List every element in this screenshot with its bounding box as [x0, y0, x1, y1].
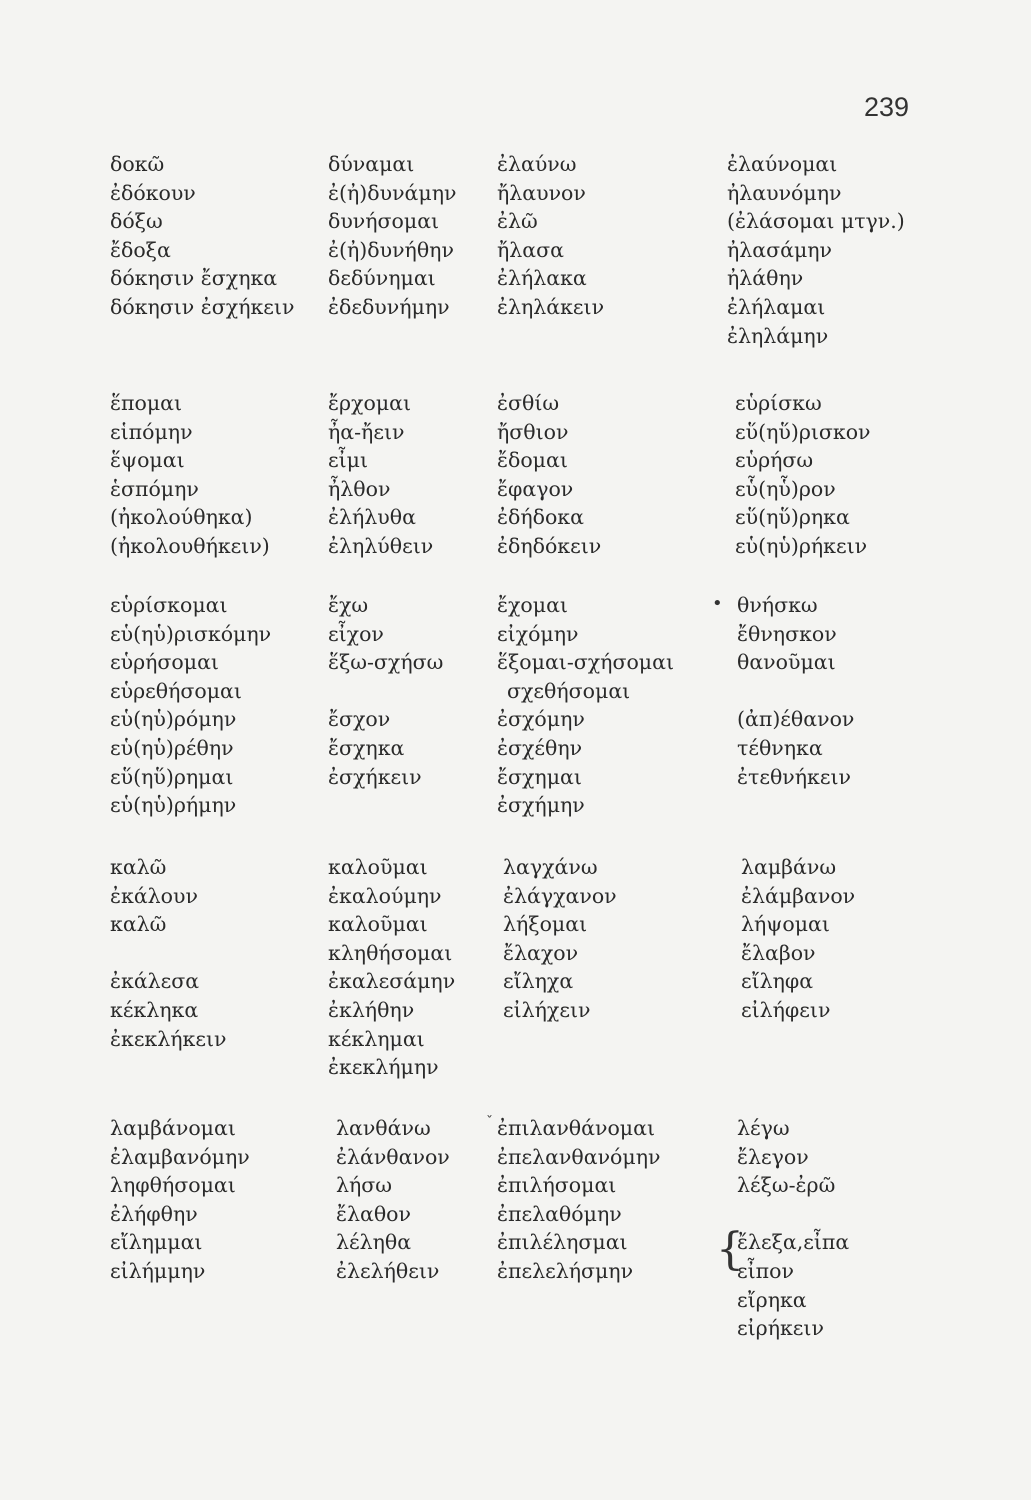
verb-form: εἶπον: [737, 1258, 794, 1283]
verb-form: εἱπόμην: [110, 419, 193, 444]
verb-form: λέξω-ἐρῶ: [737, 1173, 836, 1198]
verb-form: ἔδοξα: [110, 237, 171, 262]
verb-form: ἔρχομαι: [328, 391, 412, 415]
verb-form: ἐλήλακα: [497, 266, 587, 291]
verb-form: ἔλαβον: [741, 940, 816, 965]
verb-form: εἰλήφειν: [741, 997, 831, 1022]
verb-form: ἔλαχον: [503, 940, 579, 965]
verb-form: ἐτεθνήκειν: [737, 764, 851, 789]
verb-form: ἐ(ἠ)δυνάμην: [328, 180, 457, 205]
verb-form: ἐδήδοκα: [497, 505, 584, 530]
verb-form: τέθνηκα: [737, 735, 823, 760]
verb-form: καλῶ: [110, 912, 167, 937]
verb-form: ἐλῶ: [497, 209, 538, 234]
verb-form: ἐσχέθην: [497, 735, 583, 760]
verb-form: εὑρίσκω: [735, 391, 822, 415]
verb-form: εὗ(ηὗ)ρον: [735, 476, 836, 501]
verb-form: ἠλαυνόμην: [727, 180, 842, 205]
verb-form: εὑρήσω: [735, 448, 814, 473]
verb-column: [497, 591, 674, 820]
verb-form: δόκησιν ἔσχηκα: [110, 266, 278, 291]
verb-form: (ἠκολούθηκα): [110, 505, 253, 530]
verb-form: ἔθνησκον: [737, 621, 837, 646]
verb-column: [741, 853, 855, 1025]
verb-form: ἐσθίω: [497, 391, 560, 415]
verb-form: εἰρήκειν: [737, 1316, 824, 1341]
verb-form: (ἀπ)έθανον: [737, 707, 855, 732]
verb-form: ἕπομαι: [110, 391, 183, 415]
verb-form: (ἠκολουθήκειν): [110, 533, 270, 558]
page-number: 239: [864, 92, 910, 122]
verb-form: ἐλάμβανον: [741, 883, 856, 908]
verb-form: ἐκαλούμην: [328, 883, 442, 908]
verb-column: [110, 389, 270, 561]
verb-form: δόξω: [110, 209, 163, 234]
verb-form: (ἐλάσομαι μτγν.): [727, 209, 905, 234]
verb-form: ἐδηδόκειν: [497, 533, 602, 558]
verb-form: δυνήσομαι: [328, 209, 440, 234]
verb-form: λήσω: [336, 1173, 392, 1198]
verb-form: ἤσθιον: [497, 419, 569, 444]
verb-form: ἐπιλέλησμαι: [497, 1230, 628, 1255]
verb-form: λαμβάνω: [741, 855, 837, 879]
verb-form: ἠλασάμην: [727, 237, 833, 262]
verb-form: ἐ(ἠ)δυνήθην: [328, 237, 454, 262]
verb-form: ἐκαλεσάμην: [328, 969, 456, 994]
verb-form: εὑρήσομαι: [110, 650, 219, 675]
verb-form: σχεθήσομαι: [507, 678, 631, 703]
verb-form: ἔχομαι: [497, 593, 568, 617]
verb-form: ἐσχόμην: [497, 707, 585, 732]
verb-form: εὑ(ηὑ)ρόμην: [110, 707, 237, 732]
verb-form: ἔσχον: [328, 707, 391, 732]
verb-form: λέληθα: [336, 1230, 412, 1255]
verb-form: ἐλαύνομαι: [727, 152, 838, 176]
verb-form: ἐλήλαμαι: [727, 294, 826, 319]
verb-form: ἐλήφθην: [110, 1201, 198, 1226]
verb-form: δοκῶ: [110, 152, 165, 176]
verb-column: [497, 1114, 660, 1286]
verb-form: λήψομαι: [741, 912, 830, 937]
margin-dot-marker: •: [712, 593, 723, 614]
verb-column: [737, 591, 854, 791]
verb-form: [737, 1200, 849, 1229]
verb-form: ἤλαυνον: [497, 180, 586, 205]
verb-form: θανοῦμαι: [737, 650, 836, 675]
verb-form: ἔσχημαι: [497, 764, 582, 789]
margin-check-marker: ˇ: [486, 1114, 493, 1130]
verb-form: ἐδόκουν: [110, 180, 196, 205]
verb-column: [110, 591, 271, 820]
verb-form: θνήσκω: [737, 593, 818, 617]
verb-form: [110, 939, 226, 968]
verb-form: εὕ(ηὕ)ρημαι: [110, 764, 234, 789]
verb-form: καλοῦμαι: [328, 912, 428, 937]
verb-form: εὑ(ηὑ)ρήμην: [110, 793, 237, 818]
verb-form: ἔδομαι: [497, 448, 568, 473]
verb-form: ἐπελανθανόμην: [497, 1144, 661, 1169]
verb-form: ἐκάλουν: [110, 883, 198, 908]
verb-form: ἐληλύθειν: [328, 533, 434, 558]
verb-column: [110, 1114, 250, 1286]
verb-form: ἤλασα: [497, 237, 564, 262]
verb-form: ἐληλάκειν: [497, 294, 605, 319]
verb-form: ἐδεδυνήμην: [328, 294, 450, 319]
verb-form: ἐλάγχανον: [503, 883, 617, 908]
verb-form: λήξομαι: [503, 912, 588, 937]
verb-form: δεδύνημαι: [328, 266, 436, 291]
verb-form: ἐπιλήσομαι: [497, 1173, 617, 1198]
verb-form: κέκληκα: [110, 997, 199, 1022]
verb-form: ἔλαθον: [336, 1201, 411, 1226]
verb-column: [737, 1114, 849, 1343]
verb-form: δόκησιν ἐσχήκειν: [110, 294, 295, 319]
verb-form: εὑ(ηὑ)ρισκόμην: [110, 621, 272, 646]
verb-form: κληθήσομαι: [328, 940, 453, 965]
verb-form: ἠλάθην: [727, 266, 804, 291]
verb-form: εἴληχα: [503, 969, 574, 994]
verb-form: λέγω: [737, 1116, 790, 1140]
verb-form: εἴλημμαι: [110, 1230, 203, 1255]
verb-form: ἦλθον: [328, 476, 391, 501]
verb-form: ἐλελήθειν: [336, 1258, 440, 1283]
verb-column: [328, 150, 456, 322]
verb-form: εἴληφα: [741, 969, 814, 994]
verb-column: [497, 389, 601, 561]
verb-form: λαμβάνομαι: [110, 1116, 236, 1140]
verb-form: εὑ(ηὑ)ρέθην: [110, 735, 234, 760]
verb-form: ἔσχηκα: [328, 735, 405, 760]
verb-form: ἐπελαθόμην: [497, 1201, 622, 1226]
verb-column: [735, 389, 871, 561]
verb-form: λαγχάνω: [503, 855, 598, 879]
verb-column: [328, 853, 455, 1082]
verb-form: ἔλεξα,εἶπα: [737, 1230, 850, 1255]
verb-form: ἕξω-σχήσω: [328, 650, 444, 675]
verb-column: [336, 1114, 450, 1286]
verb-form: ἐσχήμην: [497, 793, 585, 818]
verb-form: εὕ(ηὕ)ρισκον: [735, 419, 871, 444]
verb-form: ἔφαγον: [497, 476, 574, 501]
verb-form: ἔχω: [328, 593, 369, 617]
verb-form: ἐκεκλήκειν: [110, 1026, 227, 1051]
verb-form: [737, 677, 854, 706]
verb-form: ἐσχήκειν: [328, 764, 422, 789]
verb-form: κέκλημαι: [328, 1026, 425, 1051]
verb-form: ἐλαύνω: [497, 152, 577, 176]
verb-form: εἰλήμμην: [110, 1258, 206, 1283]
verb-form: ληφθήσομαι: [110, 1173, 236, 1198]
verb-column: [497, 150, 604, 322]
verb-form: δύναμαι: [328, 152, 415, 176]
verb-column: [110, 853, 226, 1053]
verb-form: εὑρίσκομαι: [110, 593, 228, 617]
verb-column: [110, 150, 294, 322]
verb-form: εἰχόμην: [497, 621, 579, 646]
verb-form: ἐληλάμην: [727, 323, 829, 348]
verb-form: εἰλήχειν: [503, 997, 591, 1022]
verb-form: ἐπιλανθάνομαι: [497, 1116, 656, 1140]
verb-form: ἕψομαι: [110, 448, 185, 473]
verb-form: ἐλάνθανον: [336, 1144, 450, 1169]
verb-form: ἐπελελήσμην: [497, 1258, 634, 1283]
grouping-brace: {: [716, 1224, 744, 1275]
verb-form: ἐκεκλήμην: [328, 1055, 439, 1080]
verb-form: εἶμι: [328, 448, 369, 473]
verb-form: ἐκάλεσα: [110, 969, 200, 994]
verb-form: ἐλήλυθα: [328, 505, 416, 530]
verb-form: καλῶ: [110, 855, 167, 879]
verb-form: ἑσπόμην: [110, 476, 199, 501]
verb-form: εἴρηκα: [737, 1287, 807, 1312]
verb-form: εὕ(ηὕ)ρηκα: [735, 505, 850, 530]
verb-column: [328, 591, 443, 791]
verb-form: ἕξομαι-σχήσομαι: [497, 650, 675, 675]
verb-form: εὑ(ηὑ)ρήκειν: [735, 533, 868, 558]
verb-column: [328, 389, 433, 561]
verb-form: λανθάνω: [336, 1116, 431, 1140]
verb-column: [727, 150, 905, 350]
verb-form: ἐκλήθην: [328, 997, 415, 1022]
verb-form: ἦα-ἤειν: [328, 419, 405, 444]
verb-form: εἶχον: [328, 621, 384, 646]
verb-column: [503, 853, 617, 1025]
verb-form: ἐλαμβανόμην: [110, 1144, 250, 1169]
verb-form: [328, 677, 443, 706]
verb-form: καλοῦμαι: [328, 855, 428, 879]
verb-form: ἔλεγον: [737, 1144, 809, 1169]
verb-form: εὑρεθήσομαι: [110, 678, 242, 703]
